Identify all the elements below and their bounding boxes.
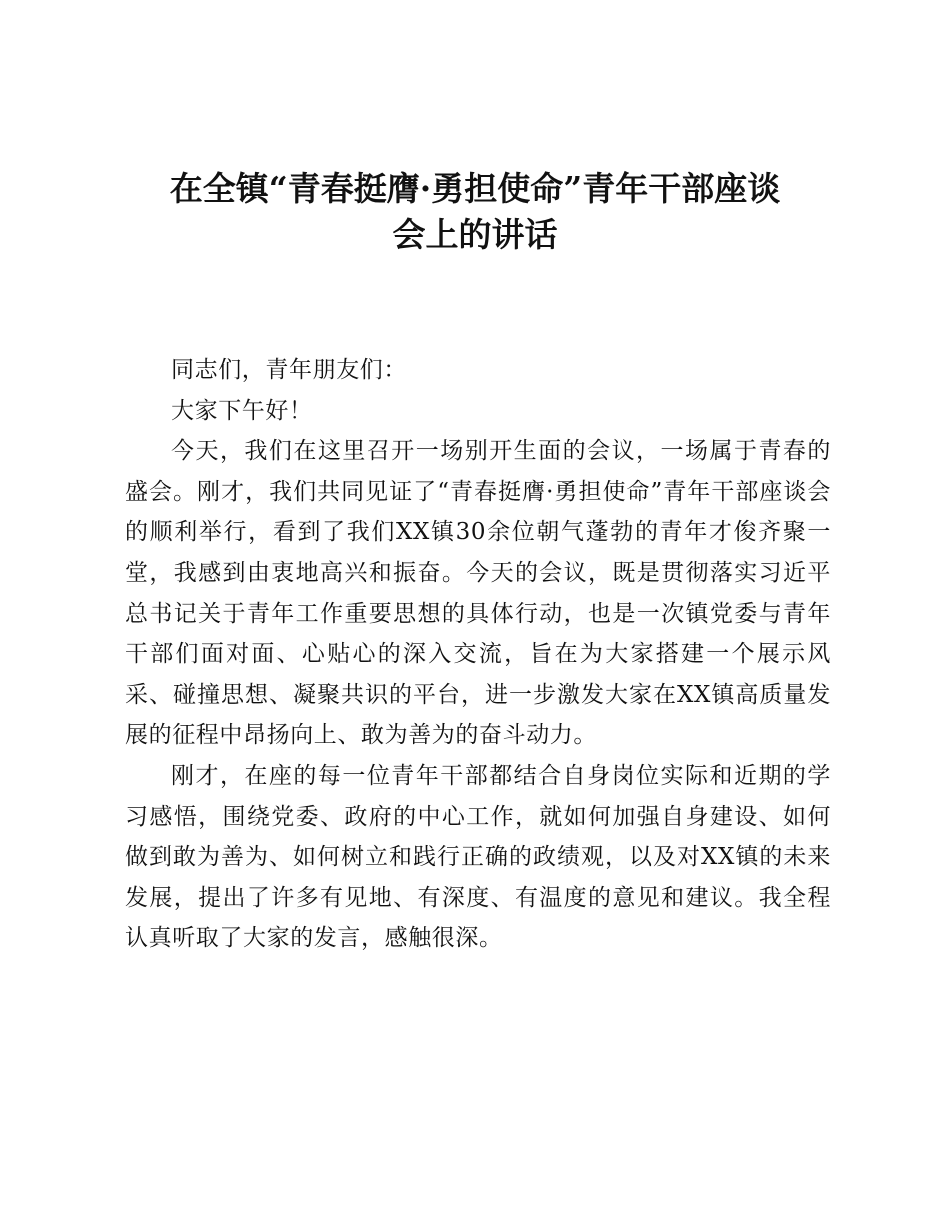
title-line-1: 在全镇“青春挺膺·勇担使命”青年干部座谈 [169,169,781,208]
body-paragraph-1: 今天，我们在这里召开一场别开生面的会议，一场属于青春的盛会。刚才，我们共同见证了“青春挺膺·勇担使命”青年干部座谈会的顺利举行，看到了我们XX镇30余位朝气蓬勃的青年才俊齐聚一堂，我感到由衷地高兴和振奋。今天的会议，既是贯彻落实习近平总书记关于青年工作重要思想的具体行动，也是一次镇党委与青年干部们面对面、心贴心的深入交流，旨在为大家搭建一个展示风采、碰撞思想、凝聚共识的平台，进一步激发大家在XX镇高质量发展的征程中昂扬向上、敢为善为的奋斗动力。 [125,438,831,749]
salutation: 同志们，青年朋友们： [171,357,407,383]
greeting: 大家下午好！ [171,397,313,424]
document-title [120,166,830,258]
body-paragraph-2: 刚才，在座的每一位青年干部都结合自身岗位实际和近期的学习感悟，围绕党委、政府的中心工作，就如何加强自身建设、如何做到敢为善为、如何树立和践行正确的政绩观，以及对XX镇的未来发展，提出了许多有见地、有深度、有温度的意见和建议。我全程认真听取了大家的发言，感触很深。 [125,762,831,952]
document-body [125,350,831,959]
title-line-2: 会上的讲话 [392,215,558,254]
